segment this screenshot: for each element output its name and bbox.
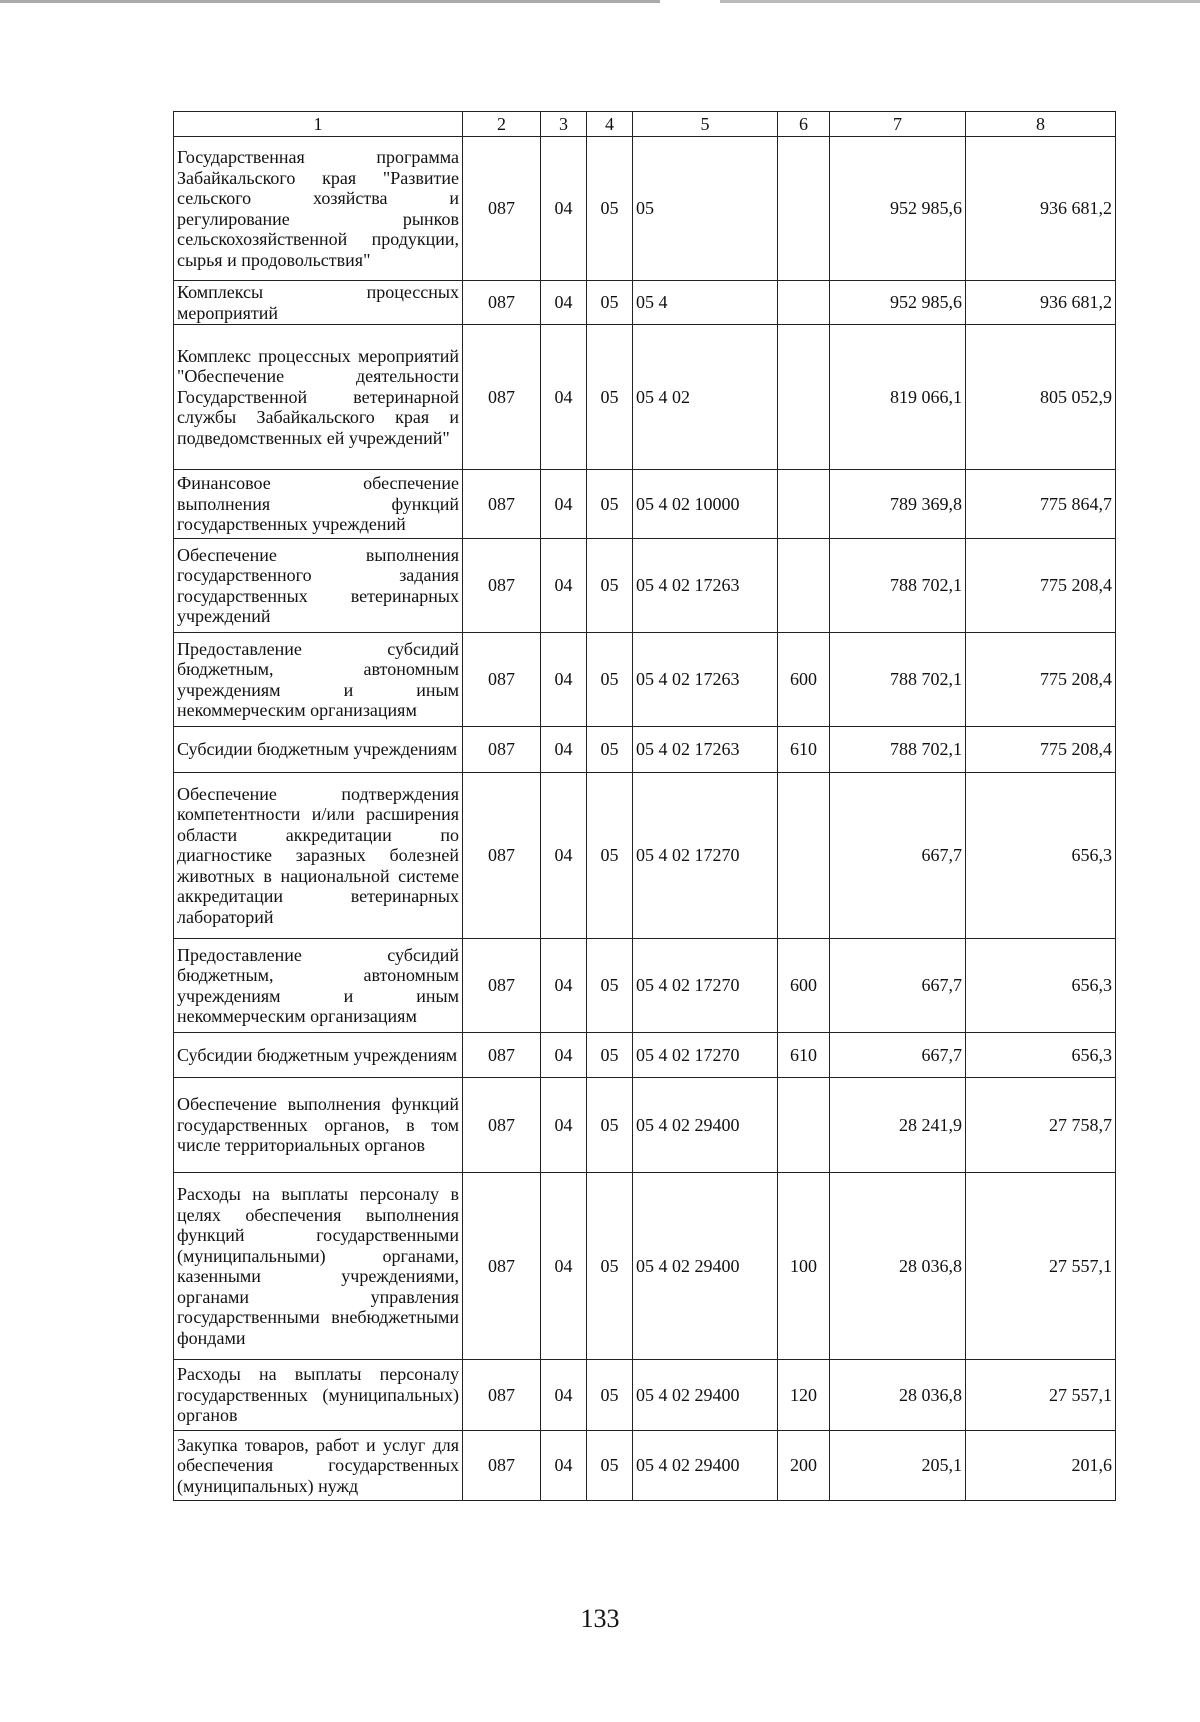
subsection-code: 05 [587,1173,633,1360]
target-article-code: 05 4 02 29400 [633,1431,778,1501]
header-row [174,112,1116,137]
table-row [174,281,1116,325]
header-cell: 4 [587,112,633,137]
item-name: Обеспечение выполнения функций государственных органов, в том числе территориальных органов [174,1078,463,1173]
expense-type-code: 610 [778,727,830,773]
expense-type-code [778,325,830,470]
amount-year-2: 201,6 [966,1431,1116,1501]
item-name: Расходы на выплаты персоналу в целях обеспечения выполнения функций государственными (муниципальными) органами, казенными учреждениями, органами управления государственными внебюджетными фондами [174,1173,463,1360]
section-code: 04 [541,281,587,325]
item-name: Обеспечение выполнения государственного задания государственных ветеринарных учреждений [174,539,463,633]
expense-type-code: 200 [778,1431,830,1501]
item-name: Закупка товаров, работ и услуг для обеспечения государственных (муниципальных) нужд [174,1431,463,1501]
subsection-code: 05 [587,1033,633,1078]
ministry-code: 087 [463,1033,541,1078]
target-article-code: 05 4 02 29400 [633,1173,778,1360]
ministry-code: 087 [463,1360,541,1431]
amount-year-2: 775 864,7 [966,470,1116,539]
subsection-code: 05 [587,1431,633,1501]
expense-type-code [778,773,830,939]
subsection-code: 05 [587,281,633,325]
table-row [174,633,1116,727]
section-code: 04 [541,137,587,281]
target-article-code: 05 4 02 17263 [633,539,778,633]
section-code: 04 [541,1033,587,1078]
subsection-code: 05 [587,1078,633,1173]
item-name: Предоставление субсидий бюджетным, автономным учреждениям и иным некоммерческим организациям [174,633,463,727]
section-code: 04 [541,325,587,470]
expense-type-code [778,281,830,325]
target-article-code: 05 4 02 17270 [633,773,778,939]
table-row [174,773,1116,939]
item-name: Обеспечение подтверждения компетентности и/или расширения области аккредитации по диагностике заразных болезней животных в национальной системе аккредитации ветеринарных лабораторий [174,773,463,939]
amount-year-1: 667,7 [830,1033,966,1078]
amount-year-2: 775 208,4 [966,633,1116,727]
item-name: Расходы на выплаты персоналу государственных (муниципальных) органов [174,1360,463,1431]
amount-year-2: 656,3 [966,1033,1116,1078]
amount-year-1: 952 985,6 [830,137,966,281]
target-article-code: 05 4 02 17270 [633,939,778,1033]
table-row [174,470,1116,539]
subsection-code: 05 [587,1360,633,1431]
amount-year-1: 788 702,1 [830,539,966,633]
target-article-code: 05 4 [633,281,778,325]
subsection-code: 05 [587,470,633,539]
table-row [174,539,1116,633]
subsection-code: 05 [587,773,633,939]
budget-table [173,111,1116,1501]
expense-type-code [778,1078,830,1173]
amount-year-2: 656,3 [966,773,1116,939]
page-number: 133 [580,1604,620,1633]
section-code: 04 [541,539,587,633]
amount-year-2: 775 208,4 [966,727,1116,773]
table-row [174,1033,1116,1078]
item-name: Субсидии бюджетным учреждениям [174,727,463,773]
amount-year-1: 952 985,6 [830,281,966,325]
ministry-code: 087 [463,1078,541,1173]
target-article-code: 05 4 02 17270 [633,1033,778,1078]
amount-year-2: 775 208,4 [966,539,1116,633]
header-cell: 1 [174,112,463,137]
subsection-code: 05 [587,325,633,470]
header-cell: 7 [830,112,966,137]
section-code: 04 [541,773,587,939]
table-row [174,325,1116,470]
ministry-code: 087 [463,539,541,633]
target-article-code: 05 4 02 29400 [633,1360,778,1431]
ministry-code: 087 [463,1173,541,1360]
table-row [174,1431,1116,1501]
ministry-code: 087 [463,727,541,773]
ministry-code: 087 [463,137,541,281]
amount-year-2: 27 758,7 [966,1078,1116,1173]
amount-year-2: 936 681,2 [966,137,1116,281]
ministry-code: 087 [463,633,541,727]
header-cell: 5 [633,112,778,137]
target-article-code: 05 4 02 17263 [633,633,778,727]
expense-type-code [778,137,830,281]
subsection-code: 05 [587,939,633,1033]
ministry-code: 087 [463,939,541,1033]
table-row [174,1078,1116,1173]
header-cell: 6 [778,112,830,137]
section-code: 04 [541,939,587,1033]
ministry-code: 087 [463,281,541,325]
item-name: Субсидии бюджетным учреждениям [174,1033,463,1078]
table-row [174,1173,1116,1360]
header-cell: 2 [463,112,541,137]
item-name: Комплексы процессных мероприятий [174,281,463,325]
target-article-code: 05 4 02 17263 [633,727,778,773]
subsection-code: 05 [587,539,633,633]
ministry-code: 087 [463,325,541,470]
amount-year-1: 28 036,8 [830,1360,966,1431]
header-cell: 8 [966,112,1116,137]
subsection-code: 05 [587,137,633,281]
item-name: Предоставление субсидий бюджетным, автономным учреждениям и иным некоммерческим организациям [174,939,463,1033]
expense-type-code [778,539,830,633]
amount-year-2: 27 557,1 [966,1360,1116,1431]
table-row [174,939,1116,1033]
target-article-code: 05 4 02 [633,325,778,470]
expense-type-code: 600 [778,939,830,1033]
amount-year-1: 788 702,1 [830,727,966,773]
expense-type-code: 600 [778,633,830,727]
amount-year-2: 805 052,9 [966,325,1116,470]
expense-type-code: 100 [778,1173,830,1360]
section-code: 04 [541,1431,587,1501]
amount-year-1: 28 241,9 [830,1078,966,1173]
section-code: 04 [541,470,587,539]
item-name: Комплекс процессных мероприятий "Обеспечение деятельности Государственной ветеринарной службы Забайкальского края и подведомственных ей учреждений" [174,325,463,470]
expense-type-code: 120 [778,1360,830,1431]
scan-top-edge [0,0,1200,3]
table-row [174,1360,1116,1431]
section-code: 04 [541,1173,587,1360]
item-name: Финансовое обеспечение выполнения функций государственных учреждений [174,470,463,539]
amount-year-1: 819 066,1 [830,325,966,470]
table-row [174,727,1116,773]
amount-year-1: 667,7 [830,939,966,1033]
amount-year-1: 28 036,8 [830,1173,966,1360]
section-code: 04 [541,1078,587,1173]
target-article-code: 05 [633,137,778,281]
table-row [174,137,1116,281]
amount-year-1: 205,1 [830,1431,966,1501]
amount-year-2: 936 681,2 [966,281,1116,325]
ministry-code: 087 [463,470,541,539]
item-name: Государственная программа Забайкальского края "Развитие сельского хозяйства и регулирование рынков сельскохозяйственной продукции, сырья и продовольствия" [174,137,463,281]
amount-year-1: 789 369,8 [830,470,966,539]
section-code: 04 [541,1360,587,1431]
amount-year-2: 656,3 [966,939,1116,1033]
header-cell: 3 [541,112,587,137]
subsection-code: 05 [587,633,633,727]
subsection-code: 05 [587,727,633,773]
amount-year-1: 788 702,1 [830,633,966,727]
ministry-code: 087 [463,1431,541,1501]
expense-type-code [778,470,830,539]
target-article-code: 05 4 02 29400 [633,1078,778,1173]
section-code: 04 [541,633,587,727]
target-article-code: 05 4 02 10000 [633,470,778,539]
section-code: 04 [541,727,587,773]
expense-type-code: 610 [778,1033,830,1078]
amount-year-2: 27 557,1 [966,1173,1116,1360]
amount-year-1: 667,7 [830,773,966,939]
ministry-code: 087 [463,773,541,939]
